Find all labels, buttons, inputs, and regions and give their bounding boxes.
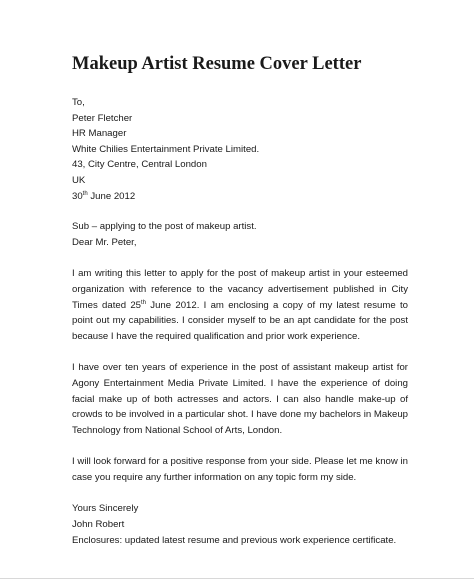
paragraph-experience: I have over ten years of experience in the post of assistant makeup artist for Agony Entertainment Media Private Limited. I have the experience of doing facial make up of both actresses and actors. I can also handle make-up of crowds to be involved in a particular shot. I have done my bachelors in Makeup Technology from National School of Arts, London. [72, 362, 408, 436]
paragraph-intro [72, 266, 408, 344]
subject-line: Sub – applying to the post of makeup artist. [72, 221, 257, 233]
letter-date [72, 189, 408, 205]
paragraph-closing: I will look forward for a positive response from your side. Please let me know in case you require any further information on any topic form my side. [72, 456, 408, 483]
paragraph-intro-text: I am writing this letter to apply for the post of makeup artist in your esteemed organization with reference to the vacancy advertisement published in City Times dated 25 [72, 268, 408, 311]
recipient-address [72, 95, 408, 204]
recipient-country: UK [72, 174, 86, 186]
paragraph-intro-rest: June 2012. I am enclosing a copy of my latest resume to point out my capabilities. I consider myself to be an apt candidate for the post because I have the required qualification and prior work experience. [72, 299, 408, 342]
recipient-street: 43, City Centre, Central London [72, 159, 207, 171]
salutation: Dear Mr. Peter, [72, 236, 137, 248]
date-suffix: th [82, 190, 88, 197]
recipient-position: HR Manager [72, 128, 127, 140]
signature-block [72, 501, 408, 548]
address-to: To, [72, 97, 85, 108]
signer-name: John Robert [72, 519, 125, 531]
page-title: Makeup Artist Resume Cover Letter [72, 54, 362, 74]
valediction: Yours Sincerely [72, 503, 139, 515]
recipient-name: Peter Fletcher [72, 112, 133, 124]
recipient-company: White Chilies Entertainment Private Limited. [72, 143, 260, 155]
footer-divider [0, 578, 474, 579]
date-rest: June 2012 [87, 190, 136, 202]
paragraph-intro-sup: th [141, 299, 147, 306]
date-day: 30 [72, 190, 83, 202]
enclosures: Enclosures: updated latest resume and previous work experience certificate. [72, 534, 397, 546]
letter-body [72, 95, 408, 548]
subject-block [72, 219, 408, 250]
